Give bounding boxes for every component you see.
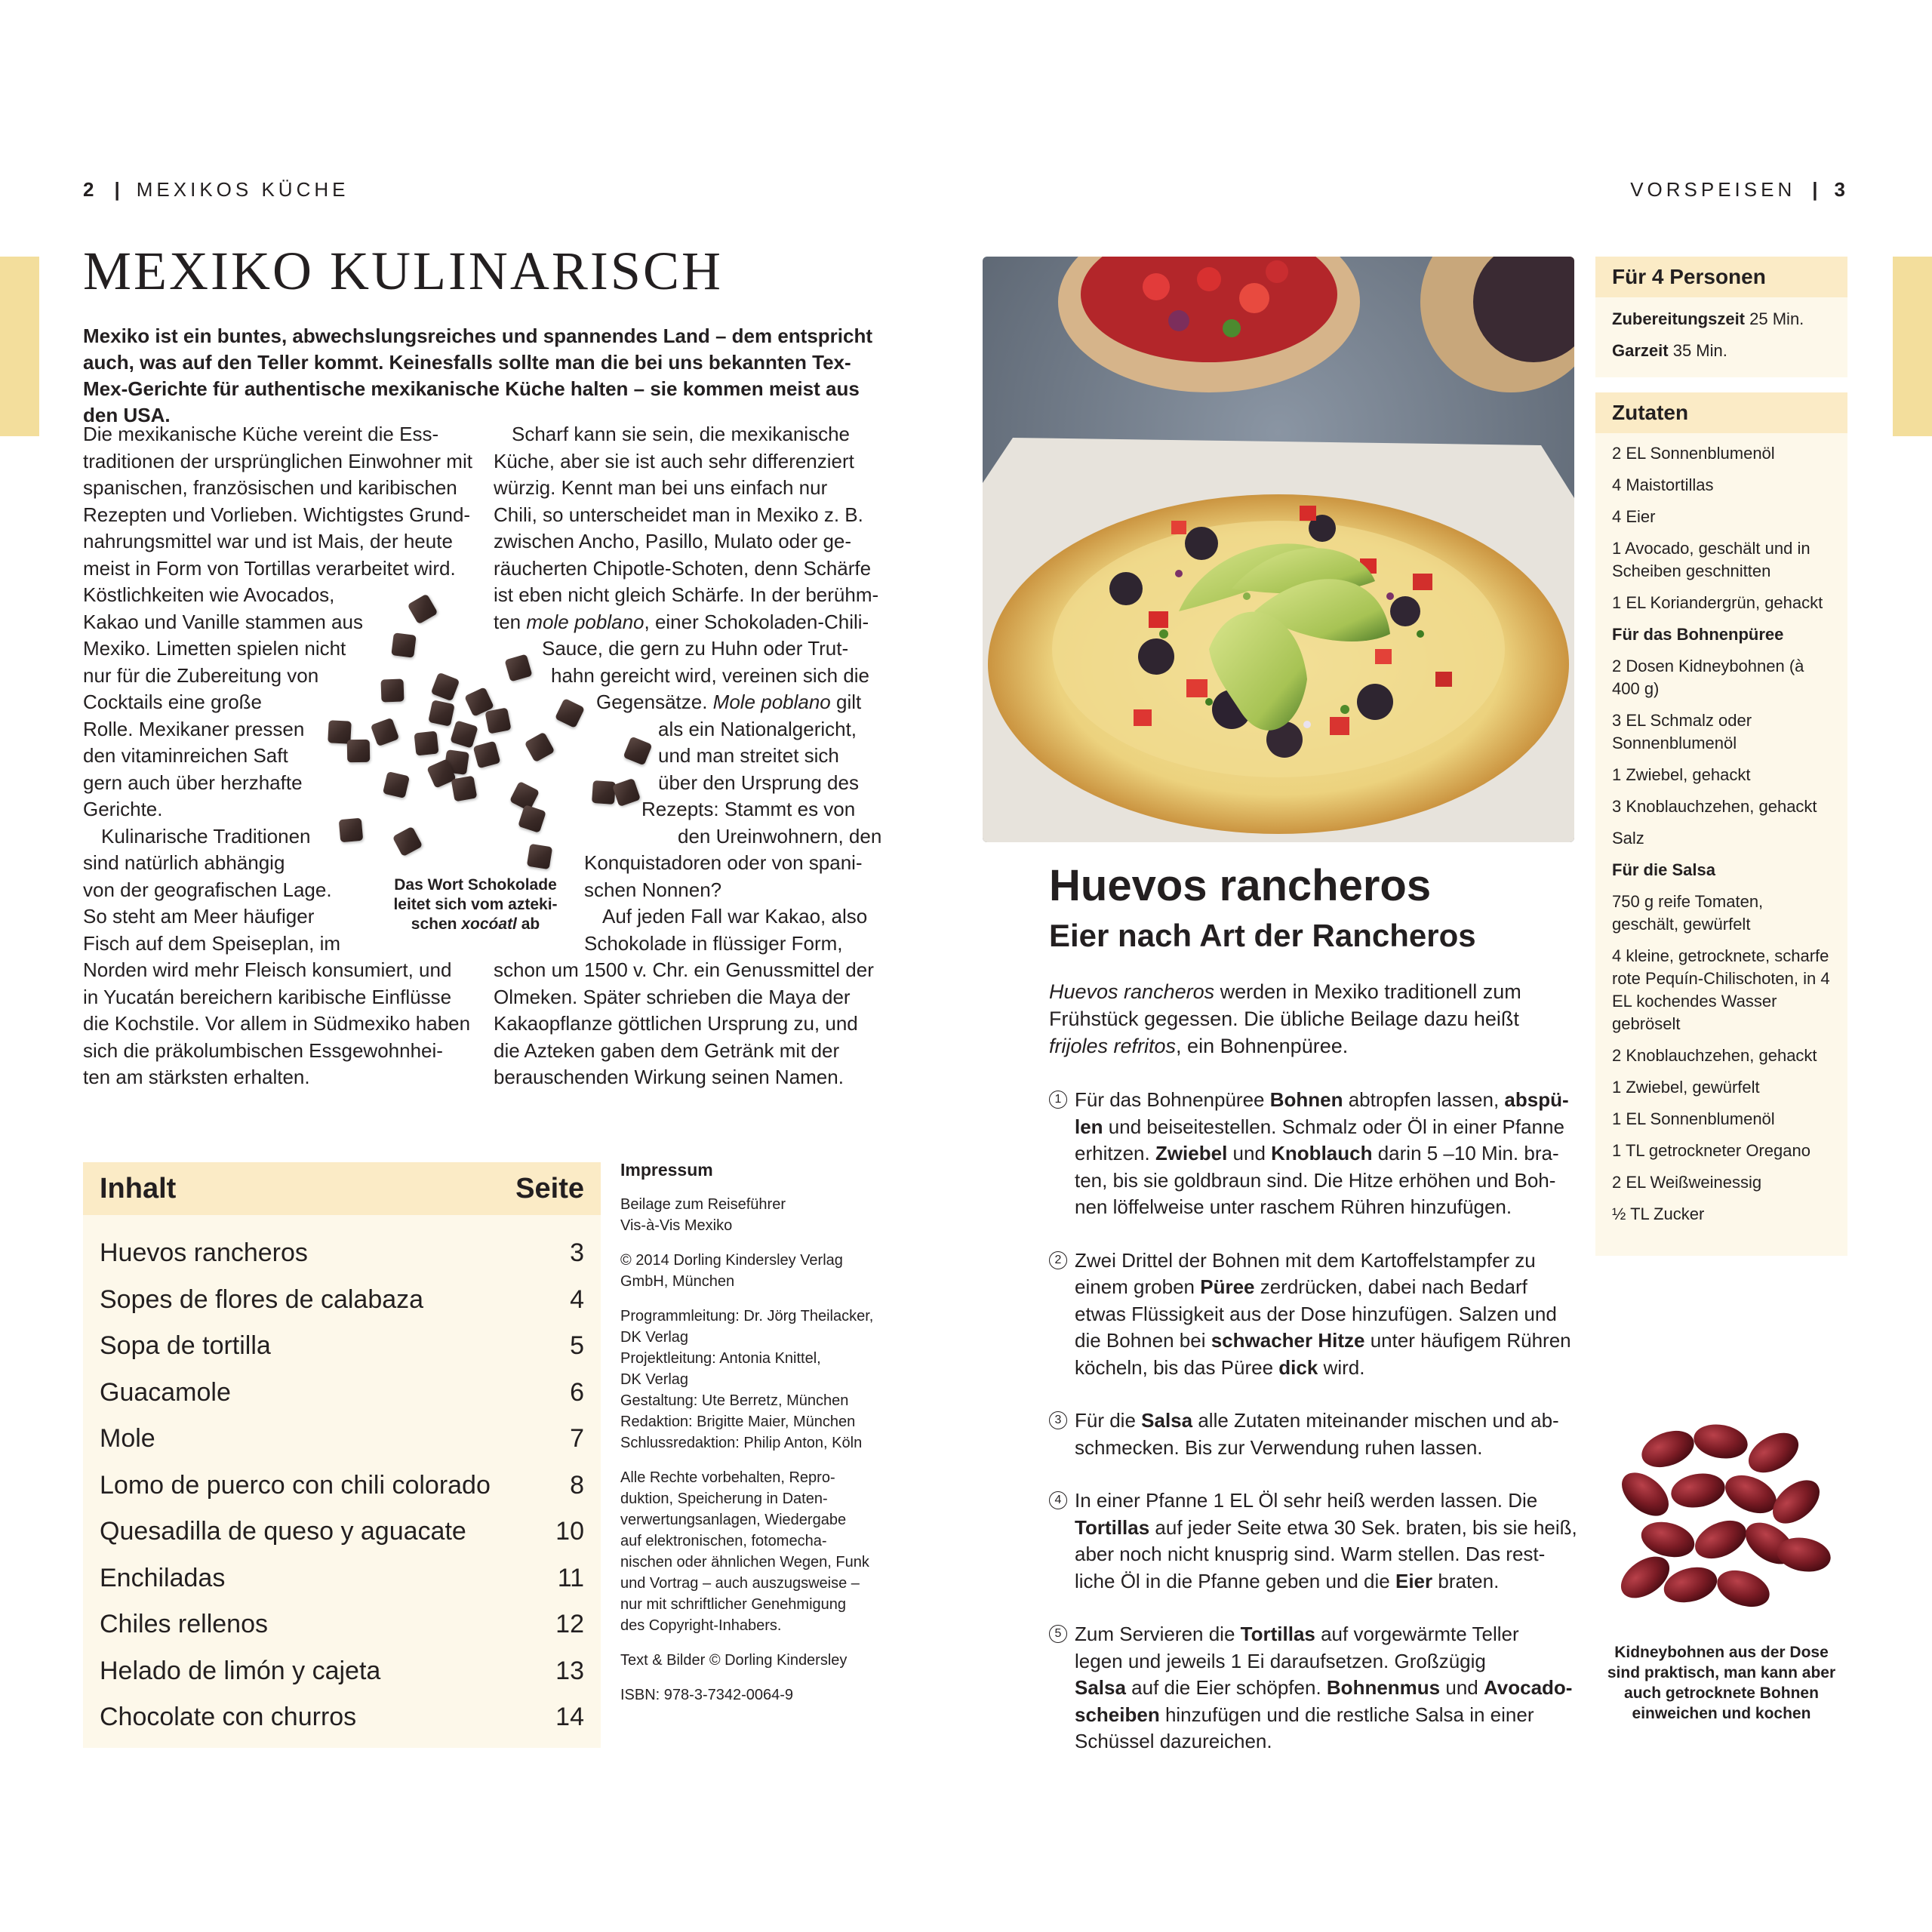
article-lead: Mexiko ist ein buntes, abwechslungsreiches und spannendes Land – dem entspricht auch, was auf den Teller kommt. Keinesfalls sollte man die bei uns bekannten Tex-Mex-Gerichte für authentische mexikanische Küche halten – sie kommen meist aus den USA. <box>83 325 873 426</box>
article-line: spanischen, französischen und karibischen <box>83 476 457 499</box>
toc-item-page: 10 <box>555 1517 584 1546</box>
step-number: 4 <box>1049 1491 1067 1509</box>
kidney-beans-image <box>1615 1419 1834 1630</box>
impressum-line: des Copyright-Inhabers. <box>620 1617 782 1634</box>
kidney-bean <box>1689 1513 1752 1566</box>
article-line: Fisch auf dem Speiseplan, im <box>83 931 341 955</box>
recipe-steps <box>1049 1087 1577 1782</box>
article-line: Mexiko. Limetten spielen nicht <box>83 637 346 660</box>
ingredients-list <box>1595 433 1847 1245</box>
servings-box <box>1595 257 1847 377</box>
step-number: 3 <box>1049 1411 1067 1429</box>
toc-item-title: Sopa de tortilla <box>100 1331 271 1361</box>
bean-caption-line: auch getrocknete Bohnen <box>1624 1684 1819 1702</box>
cook-time-label: Garzeit <box>1612 341 1669 360</box>
article-line: Küche, aber sie ist auch sehr differenziert <box>494 449 854 472</box>
toc-row[interactable] <box>83 1230 601 1277</box>
article-line: die Azteken gaben dem Getränk mit der <box>494 1038 840 1062</box>
section-name-left: MEXIKOS KÜCHE <box>136 178 349 201</box>
article-line: die Kochstile. Vor allem in Südmexiko haben <box>83 1012 471 1035</box>
bean-caption-line: Kidneybohnen aus der Dose <box>1614 1644 1829 1661</box>
toc-row[interactable] <box>83 1370 601 1417</box>
impressum-paragraph <box>620 1306 892 1454</box>
chocolate-piece <box>623 736 652 765</box>
article-line: Schokolade in flüssiger Form, <box>584 931 843 955</box>
impressum-line: Beilage zum Reiseführer <box>620 1196 786 1213</box>
kidney-beans-caption <box>1595 1642 1847 1724</box>
impressum <box>620 1159 892 1719</box>
article-line: Rezepts: Stammt es von <box>641 798 856 820</box>
chocolate-piece <box>451 776 478 802</box>
toc-page-heading: Seite <box>515 1172 584 1204</box>
impressum-heading: Impressum <box>620 1160 713 1180</box>
article-line: Die mexikanische Küche vereint die Ess- <box>83 423 439 445</box>
toc-item-page: 6 <box>570 1377 584 1407</box>
article-line: Kulinarische Traditionen <box>101 824 311 848</box>
toc-item-title: Huevos rancheros <box>100 1238 308 1268</box>
ingredient-item: 1 EL Koriandergrün, gehackt <box>1612 593 1823 612</box>
kidney-bean <box>1669 1469 1728 1512</box>
ingredient-item: 2 Knoblauchzehen, gehackt <box>1612 1046 1817 1065</box>
article-title: MEXIKO KULINARISCH <box>83 241 723 301</box>
toc-item-page: 7 <box>570 1424 584 1454</box>
toc-box <box>83 1162 601 1748</box>
chocolate-piece <box>612 778 641 807</box>
bean-caption-line: einweichen und kochen <box>1632 1705 1811 1722</box>
toc-item-title: Mole <box>100 1424 155 1454</box>
chocolate-piece <box>485 707 511 734</box>
toc-item-page: 14 <box>555 1703 584 1732</box>
impressum-line: Redaktion: Brigitte Maier, München <box>620 1414 856 1430</box>
chocolate-piece <box>518 804 546 833</box>
impressum-line: ISBN: 978-3-7342-0064-9 <box>620 1687 794 1703</box>
step-line: aber noch nicht knusprig sind. Warm stellen. Das rest- <box>1075 1543 1546 1565</box>
chocolate-piece <box>371 718 399 746</box>
chocolate-piece <box>473 741 501 769</box>
chocolate-piece <box>380 678 404 702</box>
chocolate-piece <box>555 698 585 728</box>
toc-item-title: Chiles rellenos <box>100 1610 268 1639</box>
article-line: als ein Nationalgericht, <box>658 717 857 740</box>
ingredient-subheading: Für die Salsa <box>1612 860 1715 879</box>
chocolate-piece <box>408 594 438 625</box>
running-head-left: 2 | MEXIKOS KÜCHE <box>83 178 349 201</box>
article-line: hahn gereicht wird, vereinen sich die <box>551 663 870 687</box>
toc-row[interactable] <box>83 1648 601 1695</box>
ingredient-item: 1 TL getrockneter Oregano <box>1612 1141 1810 1160</box>
step-line: scheiben hinzufügen und die restliche Salsa in einer <box>1075 1703 1534 1726</box>
kidney-bean <box>1615 1548 1677 1606</box>
chocolate-piece <box>527 844 552 869</box>
article-line: Rolle. Mexikaner pressen <box>83 717 305 740</box>
article-line: ten am stärksten erhalten. <box>83 1066 310 1088</box>
ingredient-item: 1 EL Sonnenblumenöl <box>1612 1109 1775 1128</box>
toc-item-title: Chocolate con churros <box>100 1703 357 1732</box>
article-line: schon um 1500 v. Chr. ein Genussmittel der <box>494 958 874 981</box>
impressum-line: Schlussredaktion: Philip Anton, Köln <box>620 1435 863 1451</box>
kidney-bean <box>1615 1464 1677 1524</box>
article-line: Konquistadoren oder von spani- <box>584 851 863 874</box>
servings-heading: Für 4 Personen <box>1595 257 1847 297</box>
ingredients-heading: Zutaten <box>1595 392 1847 433</box>
chocolate-piece <box>431 672 460 702</box>
recipe-subtitle: Eier nach Art der Rancheros <box>1049 918 1476 953</box>
chocolate-piece <box>592 780 616 804</box>
article-line: Chili, so unterscheidet man in Mexiko z. B. <box>494 503 863 526</box>
article-line: Köstlichkeiten wie Avocados, <box>83 583 335 606</box>
toc-item-page: 8 <box>570 1470 584 1500</box>
impressum-line: © 2014 Dorling Kindersley Verlag <box>620 1252 843 1269</box>
article-line: nahrungsmittel war und ist Mais, der heute <box>83 530 453 552</box>
ingredients-box <box>1595 392 1847 1256</box>
kidney-bean <box>1638 1516 1699 1562</box>
article-line: Auf jeden Fall war Kakao, also <box>602 905 868 928</box>
article-line: über den Ursprung des <box>658 771 859 794</box>
chocolate-caption <box>377 875 574 934</box>
article-line: Scharf kann sie sein, die mexikanische <box>512 423 851 445</box>
toc-item-title: Quesadilla de queso y aguacate <box>100 1517 466 1546</box>
ingredient-item: 4 kleine, getrocknete, scharfe rote Pequín-Chilischoten, in 4 EL kochendes Wasser gebröselt <box>1612 946 1830 1033</box>
toc-row[interactable] <box>83 1555 601 1602</box>
ingredient-item: 3 Knoblauchzehen, gehackt <box>1612 797 1817 816</box>
chocolate-caption-line: Das Wort Schokolade <box>394 876 557 894</box>
recipe-step <box>1049 1087 1577 1221</box>
toc-item-title: Enchiladas <box>100 1563 226 1592</box>
ingredient-item: Salz <box>1612 829 1644 848</box>
impressum-line: verwertungsanlagen, Wiedergabe <box>620 1512 847 1528</box>
impressum-paragraph <box>620 1467 892 1636</box>
step-line: etwas Flüssigkeit aus der Dose hinzufügen. Salzen und <box>1075 1302 1557 1325</box>
article-line: Sauce, die gern zu Huhn oder Trut- <box>542 637 849 660</box>
impressum-line: Projektleitung: Antonia Knittel, <box>620 1350 821 1367</box>
chocolate-piece <box>414 731 439 756</box>
kidney-bean <box>1691 1420 1751 1463</box>
kidney-bean <box>1637 1424 1700 1474</box>
toc-item-title: Sopes de flores de calabaza <box>100 1284 424 1314</box>
edge-tab-left <box>0 257 39 436</box>
article-line: in Yucatán bereichern karibische Einflüsse <box>83 985 452 1008</box>
chocolate-piece <box>383 771 410 798</box>
impressum-line: Programmleitung: Dr. Jörg Theilacker, <box>620 1308 874 1324</box>
recipe-intro <box>1049 978 1577 1060</box>
toc-item-page: 5 <box>570 1331 584 1361</box>
ingredient-item: 2 Dosen Kidneybohnen (à 400 g) <box>1612 657 1804 698</box>
bean-caption-line: sind praktisch, man kann aber <box>1607 1664 1836 1681</box>
step-line: Schüssel dazureichen. <box>1075 1730 1272 1752</box>
article-line: den vitaminreichen Saft <box>83 744 288 767</box>
step-line: Salsa auf die Eier schöpfen. Bohnenmus und Avocado- <box>1075 1676 1573 1699</box>
ingredient-item: ½ TL Zucker <box>1612 1204 1705 1223</box>
step-line: Für die Salsa alle Zutaten miteinander mischen und ab- <box>1075 1409 1559 1432</box>
toc-row[interactable] <box>83 1463 601 1509</box>
ingredient-item: 1 Zwiebel, gehackt <box>1612 765 1751 784</box>
ingredient-item: 1 Zwiebel, gewürfelt <box>1612 1078 1760 1097</box>
toc-item-page: 4 <box>570 1284 584 1314</box>
step-number: 2 <box>1049 1251 1067 1269</box>
step-line: liche Öl in die Pfanne geben und die Eier braten. <box>1075 1569 1500 1592</box>
chocolate-piece <box>347 740 371 763</box>
ingredient-item: 750 g reife Tomaten, geschält, gewürfelt <box>1612 892 1764 934</box>
toc-row[interactable] <box>83 1277 601 1324</box>
toc-item-page: 11 <box>557 1563 584 1592</box>
kidney-bean <box>1742 1425 1805 1481</box>
chocolate-caption-line: leitet sich vom azteki- <box>393 896 558 913</box>
ingredient-subheading: Für das Bohnenpüree <box>1612 625 1784 644</box>
article-line: würzig. Kennt man bei uns einfach nur <box>494 476 828 499</box>
article-line: Kakaopflanze göttlichen Ursprung zu, und <box>494 1012 858 1035</box>
impressum-line: duktion, Speicherung in Daten- <box>620 1491 828 1507</box>
chocolate-piece <box>391 632 416 657</box>
chocolate-caption-line: schen xocóatl ab <box>411 915 540 933</box>
impressum-line: GmbH, München <box>620 1273 735 1290</box>
article-line: schen Nonnen? <box>584 878 722 901</box>
step-line: legen und jeweils 1 Ei daraufsetzen. Großzügig <box>1075 1649 1486 1672</box>
chocolate-pieces-image <box>302 589 649 875</box>
chocolate-piece <box>339 818 364 843</box>
impressum-line: Text & Bilder © Dorling Kindersley <box>620 1652 848 1669</box>
prep-time-value: 25 Min. <box>1749 309 1804 328</box>
toc-item-title: Helado de limón y cajeta <box>100 1656 381 1685</box>
step-number: 1 <box>1049 1091 1067 1109</box>
article-line: meist in Form von Tortillas verarbeitet wird. <box>83 556 456 580</box>
chocolate-piece <box>525 732 555 763</box>
recipe-intro-text: , ein Bohnenpüree. <box>1176 1035 1349 1057</box>
recipe-title: Huevos rancheros <box>1049 861 1432 910</box>
article-line: berauschenden Wirkung seinen Namen. <box>494 1066 844 1088</box>
impressum-line: Vis-à-Vis Mexiko <box>620 1217 733 1234</box>
step-line: In einer Pfanne 1 EL Öl sehr heiß werden lassen. Die <box>1075 1489 1538 1512</box>
ingredient-item: 4 Eier <box>1612 507 1656 526</box>
impressum-paragraph <box>620 1250 892 1292</box>
article-line: zwischen Ancho, Pasillo, Mulato oder ge- <box>494 530 852 552</box>
impressum-line: DK Verlag <box>620 1329 689 1346</box>
recipe-step <box>1049 1621 1577 1755</box>
step-line: köcheln, bis das Püree dick wird. <box>1075 1355 1365 1379</box>
toc-row[interactable] <box>83 1601 601 1648</box>
toc-list <box>83 1215 601 1741</box>
impressum-line: und Vortrag – auch auszugsweise – <box>620 1575 860 1592</box>
step-line: einem groben Püree zerdrücken, dabei nach Bedarf <box>1075 1275 1527 1298</box>
impressum-line: Gestaltung: Ute Berretz, München <box>620 1392 849 1409</box>
running-head-right: VORSPEISEN | 3 <box>1630 178 1849 201</box>
food-photo-svg <box>983 257 1574 842</box>
chocolate-piece <box>504 654 532 681</box>
cook-time <box>1612 340 1831 362</box>
impressum-line: Alle Rechte vorbehalten, Repro- <box>620 1469 835 1486</box>
toc-row[interactable] <box>83 1323 601 1370</box>
impressum-line: nur mit schriftlicher Genehmigung <box>620 1596 847 1613</box>
step-line: die Bohnen bei schwacher Hitze unter häufigem Rühren <box>1075 1329 1571 1352</box>
recipe-step <box>1049 1487 1577 1595</box>
toc-item-page: 3 <box>570 1238 584 1268</box>
article-line: gern auch über herzhafte <box>83 771 303 794</box>
article-line: den Ureinwohnern, den <box>678 824 882 848</box>
cook-time-value: 35 Min. <box>1672 341 1727 360</box>
ingredient-item: 2 EL Sonnenblumenöl <box>1612 444 1775 463</box>
recipe-step <box>1049 1247 1577 1382</box>
article-line: sich die präkolumbischen Essgewohnhei- <box>83 1038 443 1062</box>
recipe-intro-text: werden in Mexiko traditionell zum Frühstück gegessen. Die übliche Beilage dazu heißt <box>1049 980 1521 1030</box>
prep-time-label: Zubereitungszeit <box>1612 309 1746 328</box>
toc-item-page: 12 <box>555 1610 584 1639</box>
article-line: Norden wird mehr Fleisch konsumiert, und <box>83 958 452 981</box>
impressum-paragraph <box>620 1684 892 1706</box>
impressum-line: DK Verlag <box>620 1371 689 1388</box>
article-line: Kakao und Vanille stammen aus <box>83 610 363 633</box>
recipe-intro-italic: frijoles refritos <box>1049 1035 1177 1057</box>
prep-time <box>1612 308 1831 331</box>
step-line: Tortillas auf jeder Seite etwa 30 Sek. braten, bis sie heiß, <box>1075 1515 1577 1539</box>
step-line: Zum Servieren die Tortillas auf vorgewärmte Teller <box>1075 1623 1519 1645</box>
kidney-beans-svg <box>1615 1419 1834 1630</box>
kidney-bean <box>1712 1564 1775 1614</box>
toc-row[interactable] <box>83 1509 601 1555</box>
ingredient-item: 4 Maistortillas <box>1612 475 1714 494</box>
article-line: traditionen der ursprünglichen Einwohner mit <box>83 449 472 472</box>
step-number: 5 <box>1049 1625 1067 1643</box>
article-line: Gegensätze. Mole poblano gilt <box>596 691 862 713</box>
toc-row[interactable] <box>83 1694 601 1741</box>
impressum-line: auf elektronischen, fotomecha- <box>620 1533 827 1549</box>
recipe-step <box>1049 1407 1577 1461</box>
ingredient-item: 3 EL Schmalz oder Sonnenblumenöl <box>1612 711 1752 752</box>
article-line: So steht am Meer häufiger <box>83 905 315 928</box>
toc-item-title: Guacamole <box>100 1377 231 1407</box>
section-name-right: VORSPEISEN <box>1630 178 1796 201</box>
article-line: und man streitet sich <box>658 744 839 767</box>
article-line: Gerichte. <box>83 798 163 820</box>
article-line: von der geografischen Lage. <box>83 878 332 901</box>
recipe-intro-italic: Huevos rancheros <box>1049 980 1215 1003</box>
article-line: ten mole poblano, einer Schokoladen-Chili- <box>494 610 869 633</box>
page-number-left: 2 <box>83 178 98 201</box>
step-line: nen löffelweise unter raschem Rühren hinzufügen. <box>1075 1195 1512 1218</box>
article-line: Cocktails eine große <box>83 691 262 713</box>
chocolate-piece <box>450 720 478 748</box>
toc-heading: Inhalt <box>100 1172 177 1204</box>
edge-tab-right <box>1893 257 1932 436</box>
article-line: Olmeken. Später schrieben die Maya der <box>494 985 851 1008</box>
toc-item-page: 13 <box>555 1656 584 1685</box>
step-line: Zwei Drittel der Bohnen mit dem Kartoffelstampfer zu <box>1075 1248 1536 1272</box>
step-line: erhitzen. Zwiebel und Knoblauch darin 5 –10 Min. bra- <box>1075 1142 1559 1164</box>
article-line: räucherten Chipotle-Schoten, denn Schärfe <box>494 556 872 580</box>
toc-item-title: Lomo de puerco con chili colorado <box>100 1470 491 1500</box>
huevos-rancheros-photo <box>983 257 1574 842</box>
chocolate-piece <box>428 700 455 727</box>
article-line: nur für die Zubereitung von <box>83 663 319 687</box>
impressum-line: nischen oder ähnlichen Wegen, Funk <box>620 1554 869 1571</box>
chocolate-piece <box>392 826 423 857</box>
article-line: Rezepten und Vorlieben. Wichtigstes Grund- <box>83 503 471 526</box>
article-line: ist eben nicht gleich Schärfe. In der berühm- <box>494 583 879 606</box>
article-line: sind natürlich abhängig <box>83 851 285 874</box>
ingredient-item: 1 Avocado, geschält und in Scheiben geschnitten <box>1612 539 1810 580</box>
page-number-right: 3 <box>1834 178 1849 201</box>
step-line: ten, bis sie goldbraun sind. Die Hitze erhöhen und Boh- <box>1075 1168 1556 1192</box>
impressum-paragraph <box>620 1194 892 1236</box>
step-line: len und beiseitestellen. Schmalz oder Öl in einer Pfanne <box>1075 1115 1564 1138</box>
impressum-paragraph <box>620 1650 892 1671</box>
step-line: schmecken. Bis zur Verwendung ruhen lassen. <box>1075 1435 1483 1459</box>
step-line: Für das Bohnenpüree Bohnen abtropfen lassen, abspü- <box>1075 1088 1569 1111</box>
toc-row[interactable] <box>83 1416 601 1463</box>
ingredient-item: 2 EL Weißweinessig <box>1612 1173 1762 1192</box>
toc-header <box>83 1162 601 1215</box>
